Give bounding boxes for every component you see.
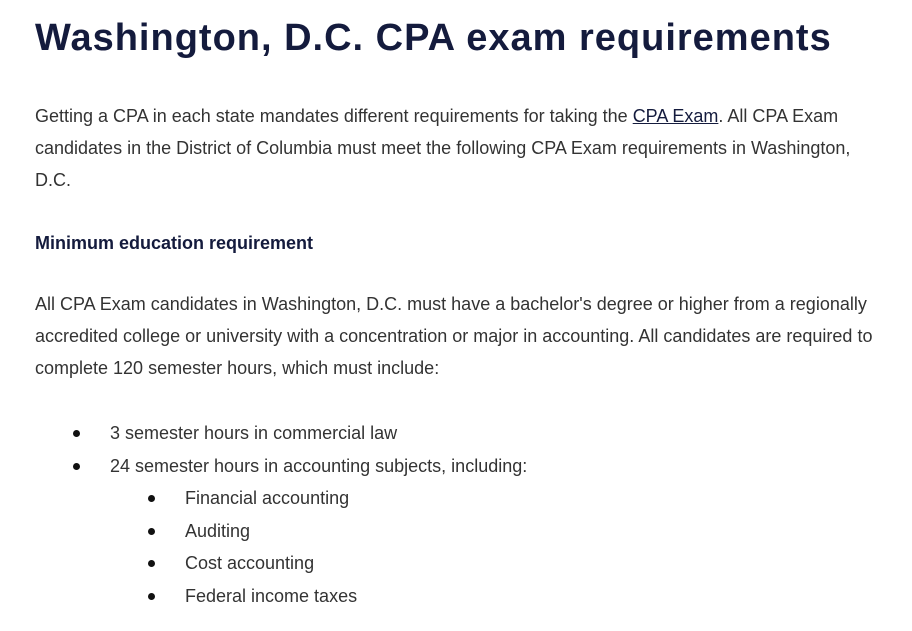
section-paragraph: All CPA Exam candidates in Washington, D.C. must have a bachelor's degree or higher from a regionally accredited college or university with a concentration or major in accounting. All candidates are required to complete 120 semester hours, which must include: bbox=[35, 294, 873, 378]
sub-list-item-label: Auditing bbox=[185, 520, 251, 541]
bullet-icon bbox=[73, 430, 80, 437]
list-item-label: 24 semester hours in accounting subjects, including: bbox=[110, 455, 528, 476]
list-item-label: 3 semester hours in commercial law bbox=[110, 423, 398, 443]
requirements-list bbox=[35, 417, 527, 612]
list-item bbox=[35, 450, 527, 613]
accounting-subjects-list bbox=[110, 482, 527, 612]
cpa-exam-link[interactable]: CPA Exam bbox=[632, 106, 719, 126]
sub-list-item-label: Cost accounting bbox=[185, 553, 315, 573]
sub-list-item bbox=[110, 547, 527, 580]
sub-list-item-label: Financial accounting bbox=[185, 488, 350, 508]
sub-list-item bbox=[110, 580, 527, 613]
bullet-icon bbox=[73, 463, 80, 470]
sub-list-item-label: Federal income taxes bbox=[185, 585, 358, 606]
page-title: Washington, D.C. CPA exam requirements bbox=[35, 17, 832, 59]
bullet-icon bbox=[148, 593, 155, 600]
section-heading: Minimum education requirement bbox=[35, 233, 314, 253]
bullet-icon bbox=[148, 560, 155, 567]
list-item bbox=[35, 417, 527, 450]
intro-text-end: . All CPA Exam candidates in the District of Columbia must meet the following CPA Exam requirements in Washington, D.C. bbox=[35, 106, 851, 190]
bullet-icon bbox=[148, 495, 155, 502]
intro-paragraph bbox=[35, 100, 885, 196]
sub-list-item bbox=[110, 482, 527, 515]
intro-text-start: Getting a CPA in each state mandates different requirements for taking the bbox=[35, 106, 633, 126]
sub-list-item bbox=[110, 515, 527, 548]
bullet-icon bbox=[148, 528, 155, 535]
